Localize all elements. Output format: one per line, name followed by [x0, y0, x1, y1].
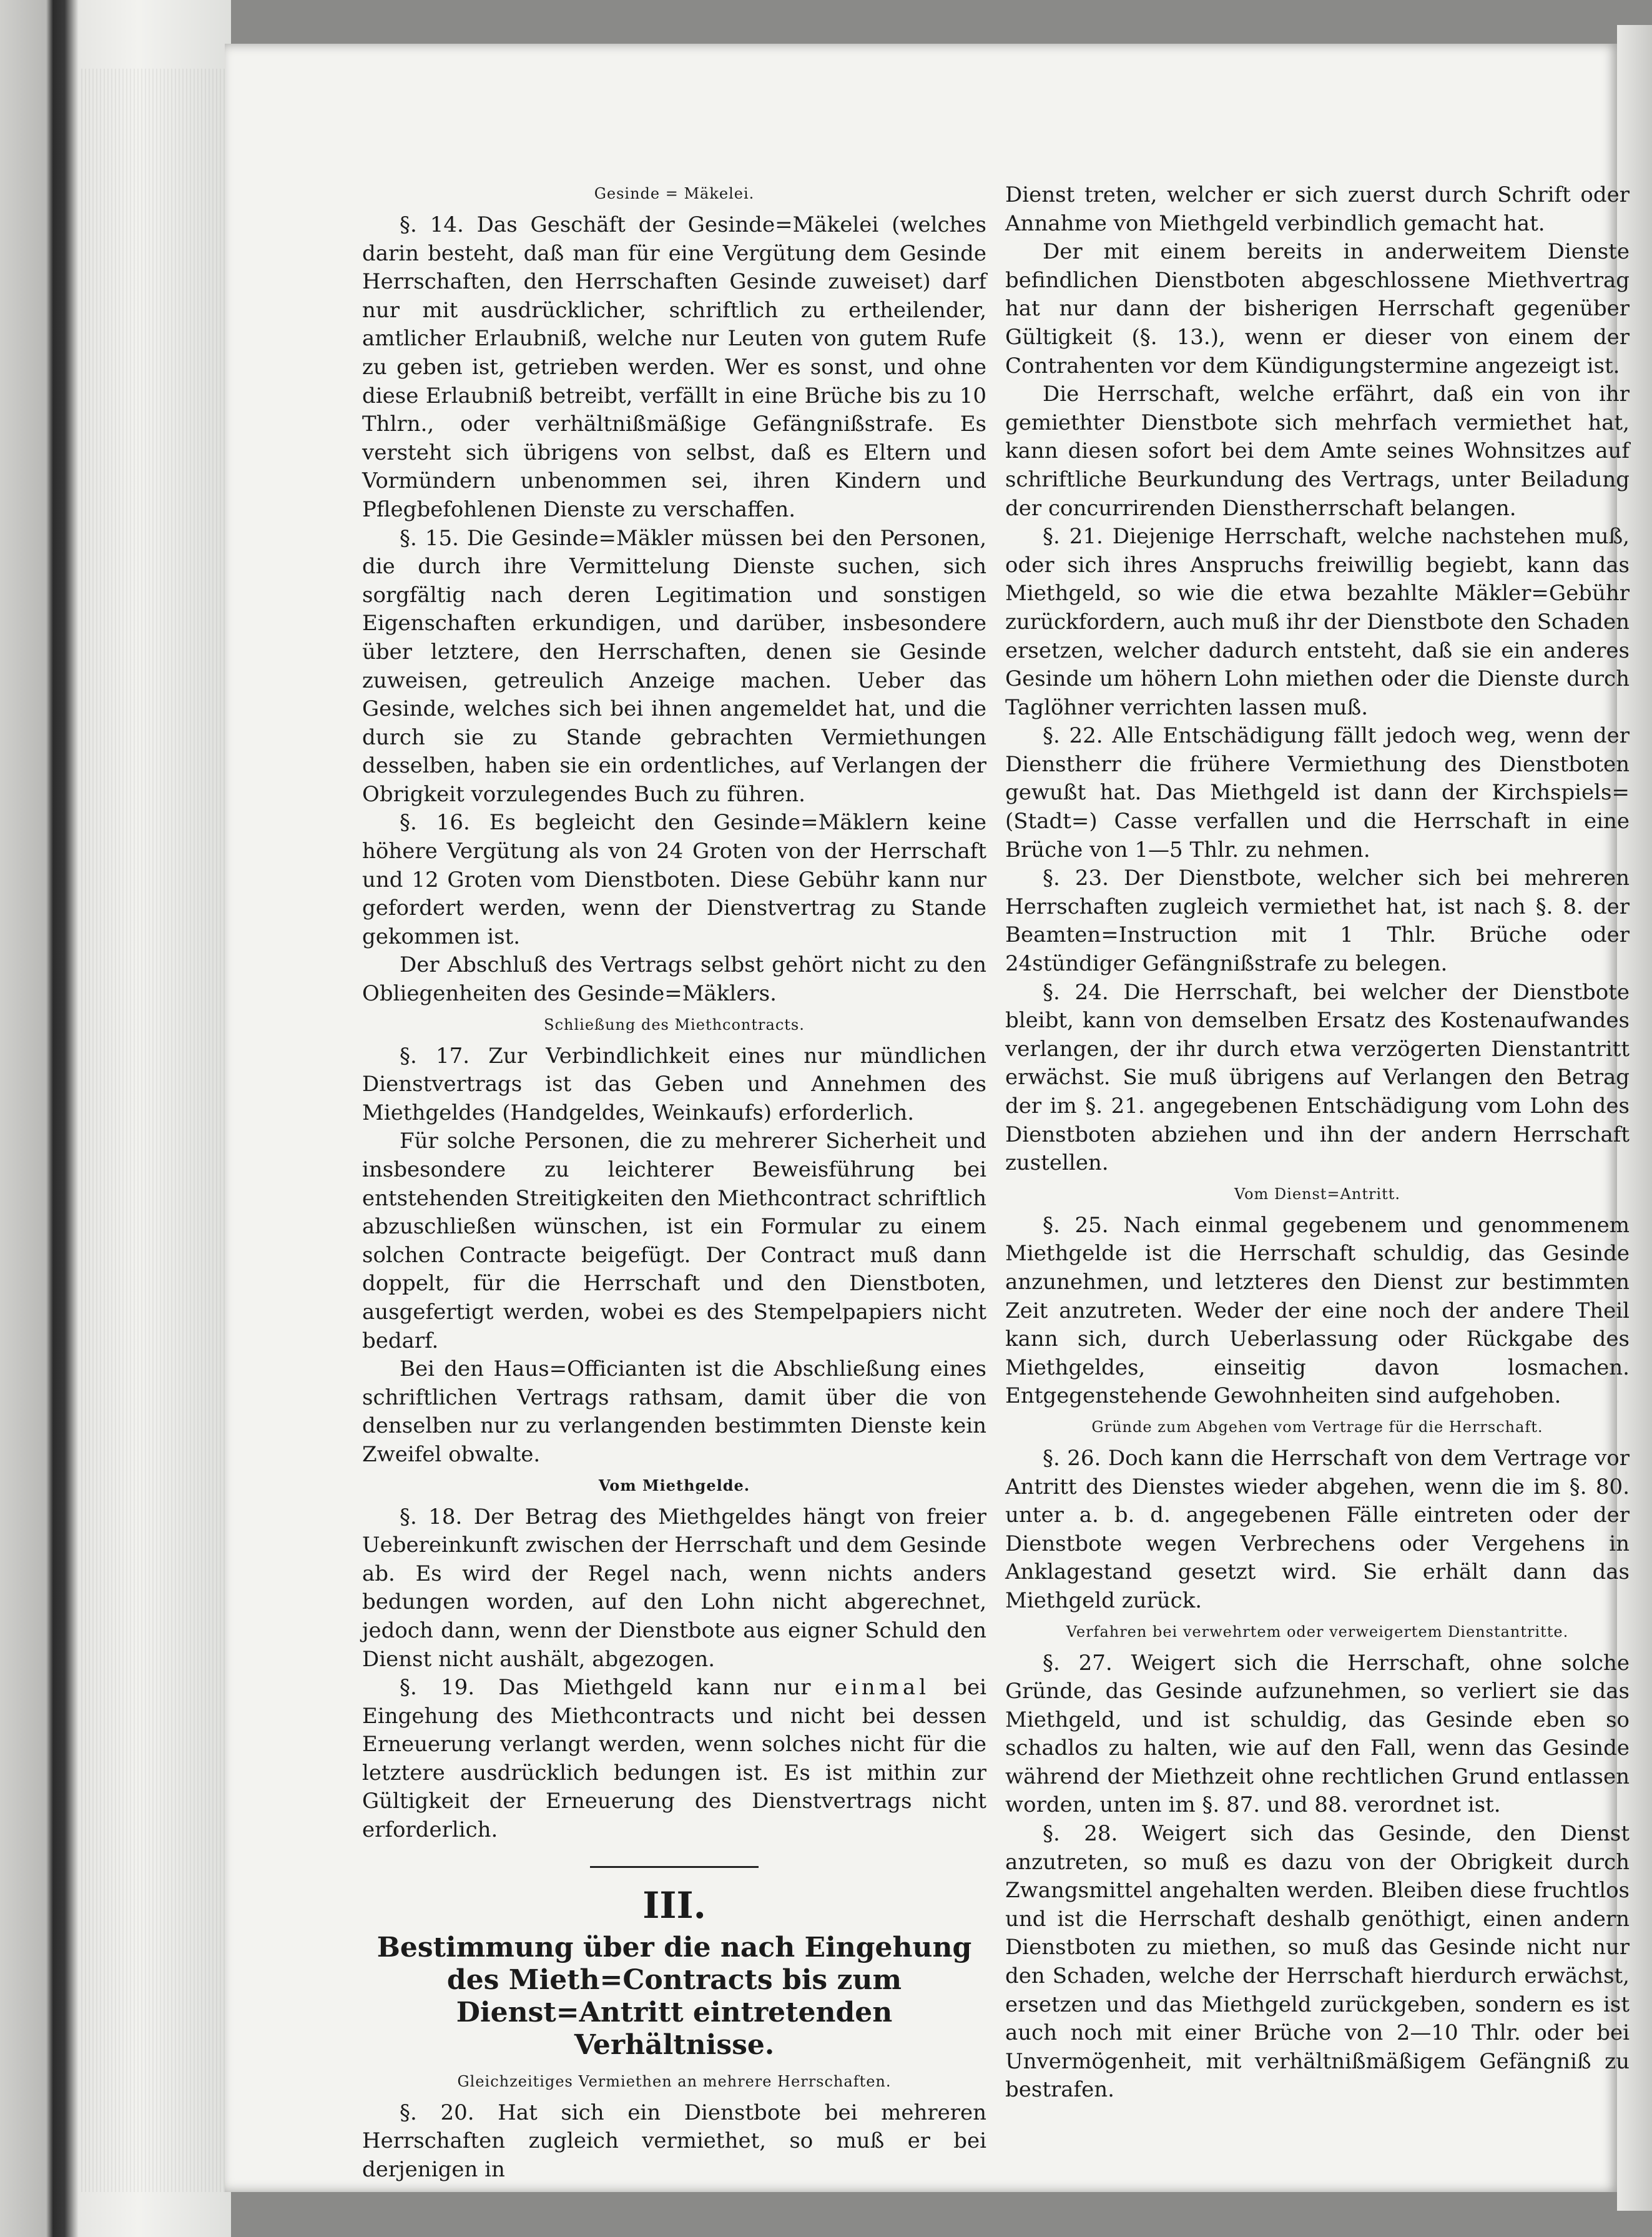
paragraph-25: §. 25. Nach einmal gegebenem und genommenem Miethgelde ist die Herrschaft schuldig, das Gesinde anzunehmen, und letzteres den Dienst zur bestimmten Zeit anzutreten. Weder der eine noch der andere Theil kann sich, durch Ueberlassung oder Rückgabe des Miethgeldes, einseitig davon losmachen. Entgegenstehende Gewohnheiten sind aufgehoben. — [1005, 1212, 1630, 1409]
section-heading-gleichzeitiges: Gleichzeitiges Vermiethen an mehrere Herrschaften. — [457, 2072, 892, 2090]
section-heading-makelei: Gesinde = Mäkelei. — [594, 185, 755, 202]
paragraph-17-officianten: Bei den Haus=Officianten ist die Abschließung eines schriftlichen Vertrags rathsam, damit über die von denselben nur zu verlangenden bestimmten Dienste kein Zweifel obwalte. — [362, 1356, 986, 1467]
paragraph-15: §. 15. Die Gesinde=Mäkler müssen bei den Personen, die durch ihre Vermittelung Dienste suchen, sich sorgfältig nach deren Legitimation und sonstigen Eigenschaften erkundigen, und darüber, insbesondere über letztere, den Herrschaften, denen sie Gesinde zuweisen, getreulich Anzeige machen. Ueber das Gesinde, welches sich bei ihnen angemeldet hat, und die durch sie zu Stande gebrachten Vermiethungen desselben, haben sie ein ordentliches, auf Verlangen der Obrigkeit vorzulegendes Buch zu führen. — [362, 525, 986, 807]
page-edge-texture — [81, 69, 231, 2192]
paragraph-22: §. 22. Alle Entschädigung fällt jedoch weg, wenn der Dienstherr die frühere Vermiethung des Dienstboten gewußt hat. Das Miethgeld ist dann der Kirchspiels=(Stadt=) Casse verfallen und die Herrschaft in eine Brüche von 1—5 Thlr. zu nehmen. — [1005, 723, 1630, 862]
paragraph-18: §. 18. Der Betrag des Miethgeldes hängt von freier Uebereinkunft zwischen der Herrschaft und dem Gesinde ab. Es wird der Regel nach, wenn nichts anders bedungen worden, auf den Lohn nicht abgerechnet, jedoch dann, wenn der Dienstbote aus eigner Schuld den Dienst nicht aushält, abgezogen. — [362, 1504, 986, 1672]
section-title: Bestimmung über die nach Eingehung des Mieth=Contracts bis zum Dienst=Antritt eintretenden Verhältnisse. — [376, 1931, 972, 2061]
section-number: III. — [642, 1884, 706, 1927]
paragraph-14: §. 14. Das Geschäft der Gesinde=Mäkelei (welches darin besteht, daß man für eine Vergütung dem Gesinde Herrschaften, den Herrschaften Gesinde zuweiset) darf nur mit ausdrücklicher, schriftlich zu ertheilender, amtlicher Erlaubniß, welche nur Leuten von gutem Rufe zu geben ist, getrieben werden. Wer es sonst, und ohne diese Erlaubniß betreibt, verfällt in eine Brüche bis zu 10 Thlrn., oder verhältnißmäßige Gefängnißstrafe. Es versteht sich übrigens von selbst, daß es Eltern und Vormündern unbenommen sei, ihren Kindern und Pflegbefohlenen Dienste zu verschaffen. — [362, 212, 986, 522]
paragraph-16: §. 16. Es begleicht den Gesinde=Mäklern keine höhere Vergütung als von 24 Groten von der Herrschaft und 12 Groten vom Dienstboten. Diese Gebühr kann nur gefordert werden, wenn der Dienstvertrag zu Stande gekommen ist. — [362, 810, 986, 949]
paragraph-16-continued: Der Abschluß des Vertrags selbst gehört nicht zu den Obliegenheiten des Gesinde=Mäklers. — [362, 952, 986, 1007]
section-heading-gruende: Gründe zum Abgehen vom Vertrage für die Herrschaft. — [1091, 1418, 1543, 1436]
paragraph-19-start: §. 19. Das Miethgeld kann nur — [400, 1675, 811, 1701]
section-heading-dienstantritt: Vom Dienst=Antritt. — [1234, 1185, 1401, 1203]
paragraph-26: §. 26. Doch kann die Herrschaft von dem Vertrage vor Antritt des Dienstes wieder abgehen, wenn die im §. 80. unter a. b. d. angegebenen Fälle eintreten oder der Dienstbote wegen Verbrechens oder Vergehens in Anklagestand gesetzt wird. Sie erhält dann das Miethgeld zurück. — [1005, 1445, 1630, 1613]
paragraph-19 — [362, 1674, 986, 1845]
paragraph-20-existing-service: Der mit einem bereits in anderweitem Dienste befindlichen Dienstboten abgeschlossene Miethvertrag hat nur dann der bisherigen Herrschaft gegenüber Gültigkeit (§. 13.), wenn er dieser von einem der Contrahenten vor dem Kündigungstermine angezeigt ist. — [1005, 239, 1630, 378]
paragraph-17: §. 17. Zur Verbindlichkeit eines nur mündlichen Dienstvertrags ist das Geben und Annehmen des Miethgeldes (Handgeldes, Weinkaufs) erforderlich. — [362, 1043, 986, 1125]
section-heading-miethgelde: Vom Miethgelde. — [598, 1476, 750, 1494]
paragraph-24: §. 24. Die Herrschaft, bei welcher der Dienstbote bleibt, kann von demselben Ersatz des Kostenaufwandes verlangen, der ihr durch etwa verzögerten Dienstantritt erwächst. Sie muß übrigens auf Verlangen den Betrag der im §. 21. angegebenen Entschädigung vom Lohn des Dienstboten abziehen und ihn der andern Herrschaft zustellen. — [1005, 979, 1630, 1176]
paragraph-27: §. 27. Weigert sich die Herrschaft, ohne solche Gründe, das Gesinde aufzunehmen, so verliert sie das Miethgeld, und ist schuldig, das Gesinde eben so schadlos zu halten, wie auf den Fall, wenn das Gesinde während der Miethzeit ohne rechtlichen Grund entlassen worden, unten im §. 87. und 88. verordnet ist. — [1005, 1650, 1630, 1818]
paragraph-23: §. 23. Der Dienstbote, welcher sich bei mehreren Herrschaften zugleich vermiethet hat, ist nach §. 8. der Beamten=Instruction mit 1 Thlr. Brüche oder 24stündiger Gefängnißstrafe zu belegen. — [1005, 866, 1630, 977]
left-text-column — [362, 181, 986, 2184]
section-divider — [590, 1866, 759, 1868]
emphasized-word-einmal: einmal — [834, 1675, 930, 1701]
paragraph-20-continued: Dienst treten, welcher er sich zuerst durch Schrift oder Annahme von Miethgeld verbindlich gemacht hat. — [1005, 182, 1630, 236]
paragraph-17-forms: Für solche Personen, die zu mehrerer Sicherheit und insbesondere zu leichterer Beweisführung bei entstehenden Streitigkeiten den Miethcontract schriftlich abzuschließen wünschen, ist ein Formular zu einem solchen Contracte beigefügt. Der Contract muß dann doppelt, für die Herrschaft und den Dienstboten, ausgefertigt werden, wobei es des Stempelpapiers nicht bedarf. — [362, 1128, 986, 1353]
paragraph-20: §. 20. Hat sich ein Dienstbote bei mehreren Herrschaften zugleich vermiethet, so muß er bei derjenigen in — [362, 2100, 986, 2182]
paragraph-19-end: bei Eingehung des Miethcontracts und nicht bei dessen Erneuerung verlangt werden, wenn solches nicht für die letztere ausdrücklich bedungen ist. Es ist mithin zur Gültigkeit der Erneuerung des Dienstvertrags nicht erforderlich. — [362, 1675, 986, 1843]
paragraph-28: §. 28. Weigert sich das Gesinde, den Dienst anzutreten, so muß es dazu von der Obrigkeit durch Zwangsmittel angehalten werden. Bleiben diese fruchtlos und ist die Herrschaft deshalb genöthigt, einen andern Dienstboten zu miethen, so muß das Gesinde nicht nur den Schaden, welche der Herrschaft hierdurch erwächst, ersetzen und das Miethgeld zurückgeben, sondern es ist auch noch mit einer Brüche von 2—10 Thlr. oder bei Unvermögenheit, mit verhältnißmäßigem Gefängniß zu bestrafen. — [1005, 1821, 1630, 2103]
section-heading-verfahren: Verfahren bei verwehrtem oder verweigertem Dienstantritte. — [1066, 1622, 1569, 1641]
paragraph-21: §. 21. Diejenige Herrschaft, welche nachstehen muß, oder sich ihres Anspruchs freiwillig begiebt, kann das Miethgeld, so wie die etwa bezahlte Mäkler=Gebühr zurückfordern, auch muß ihr der Dienstbote den Schaden ersetzen, welcher dadurch entsteht, daß sie ein anderes Gesinde um höhern Lohn miethen oder die Dienste durch Taglöhner verrichten lassen muß. — [1005, 524, 1630, 720]
right-text-column — [1005, 181, 1630, 2105]
paragraph-20-multiple-hiring: Die Herrschaft, welche erfährt, daß ein von ihr gemiethter Dienstbote sich mehrfach vermiethet hat, kann diesen sofort bei dem Amte seines Wohnsitzes auf schriftliche Beurkundung des Vertrags, unter Beiladung der concurrirenden Dienstherrschaft belangen. — [1005, 382, 1630, 521]
section-heading-schliessung: Schließung des Miethcontracts. — [544, 1015, 805, 1034]
